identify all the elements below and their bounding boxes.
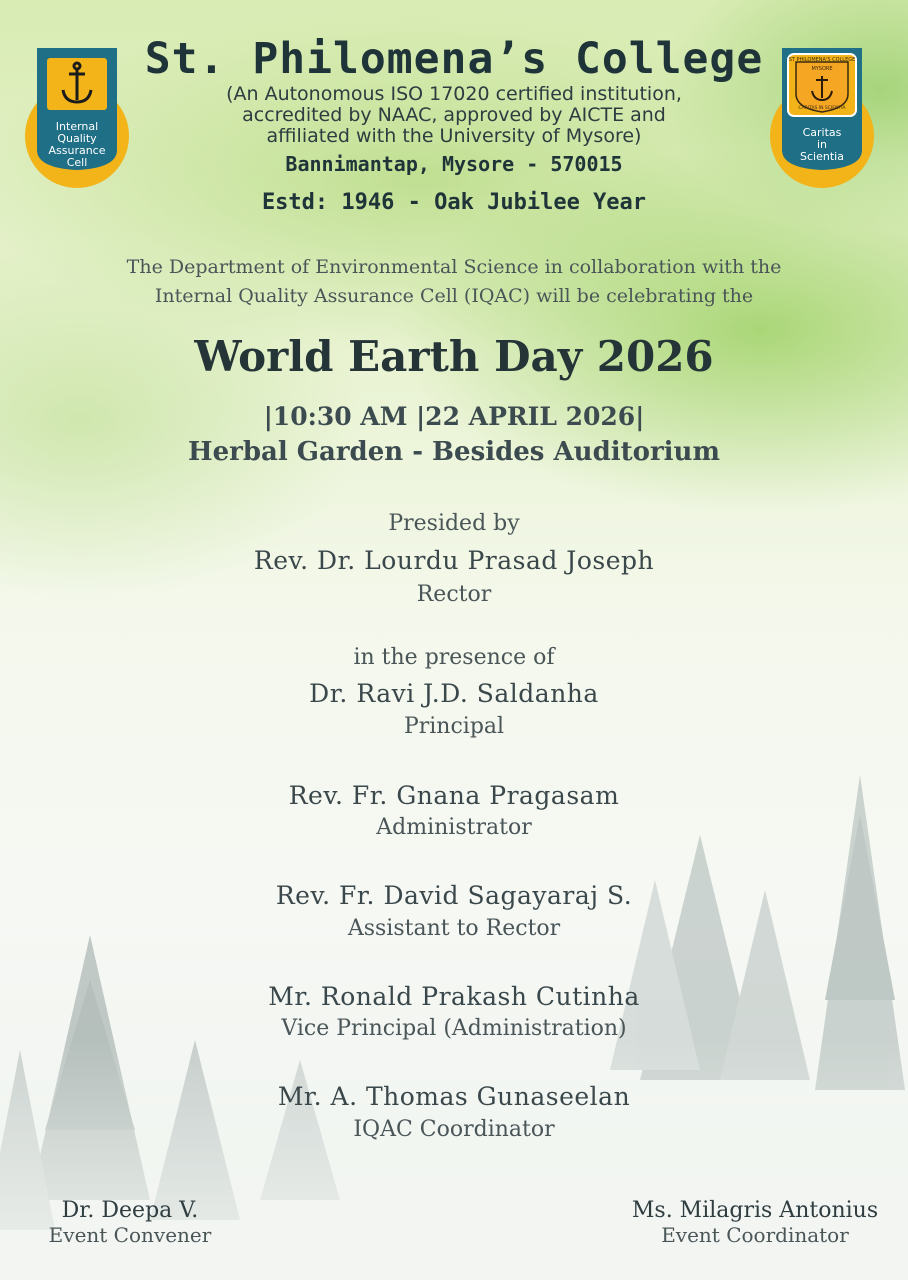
event-time-date: |10:30 AM |22 APRIL 2026| — [263, 402, 645, 431]
event-venue: Herbal Garden - Besides Auditorium — [188, 437, 720, 467]
iqac-logo-line1: Internal — [55, 120, 99, 133]
established-line: Estd: 1946 - Oak Jubilee Year — [261, 190, 647, 215]
college-name: St. Philomena’s College — [144, 34, 764, 84]
subtitle-line-2: accredited by NAAC, approved by AICTE and — [242, 104, 666, 126]
college-subtitle — [174, 84, 734, 147]
dignitary-name: Rev. Fr. Gnana Pragasam — [288, 781, 620, 810]
dignitary-role: IQAC Coordinator — [353, 1117, 555, 1142]
dignitary-role: Principal — [403, 714, 505, 739]
dignitary-role: Administrator — [376, 815, 532, 840]
intro-line-1: The Department of Environmental Science in collaboration with the — [126, 256, 782, 278]
college-address: Bannimantap, Mysore - 570015 — [285, 152, 623, 176]
presided-role: Rector — [416, 582, 492, 607]
convener-name: Dr. Deepa V. — [61, 1198, 199, 1223]
coordinator-role: Event Coordinator — [661, 1223, 849, 1247]
intro-line-2: Internal Quality Assurance Cell (IQAC) will be celebrating the — [154, 285, 754, 307]
event-title: World Earth Day 2026 — [194, 332, 714, 381]
crest-seal-top: ST PHILOMENA'S COLLEGE — [788, 57, 856, 63]
coordinator-name: Ms. Milagris Antonius — [631, 1198, 879, 1223]
coordinator-block — [618, 1198, 892, 1247]
convener-role: Event Convener — [48, 1223, 212, 1247]
intro-text — [104, 253, 804, 311]
dignitary-name: Mr. A. Thomas Gunaseelan — [277, 1082, 631, 1111]
dignitary-role: Vice Principal (Administration) — [281, 1016, 627, 1041]
dignitary-role: Assistant to Rector — [347, 916, 561, 941]
presence-label: in the presence of — [353, 645, 555, 670]
subtitle-line-3: affiliated with the University of Mysore) — [266, 125, 642, 147]
dignitary-name: Dr. Ravi J.D. Saldanha — [309, 679, 599, 708]
iqac-logo-line4: Cell — [66, 156, 88, 169]
crest-logo-line3: Scientia — [800, 150, 844, 163]
iqac-logo-line2: Quality — [57, 132, 97, 145]
dignitary-name: Mr. Ronald Prakash Cutinha — [268, 982, 640, 1011]
presided-label: Presided by — [388, 511, 520, 536]
crest-seal-bottom: CARITAS IN SCIENTIA — [798, 106, 846, 111]
subtitle-line-1: (An Autonomous ISO 17020 certified institution, — [226, 83, 682, 105]
convener-block — [20, 1198, 240, 1247]
presided-name: Rev. Dr. Lourdu Prasad Joseph — [253, 546, 655, 575]
crest-logo-line2: in — [816, 138, 828, 151]
iqac-logo-line3: Assurance — [48, 144, 106, 157]
dignitary-name: Rev. Fr. David Sagayaraj S. — [275, 881, 633, 910]
crest-logo-line1: Caritas — [802, 126, 842, 139]
crest-seal-sub: MYSORE — [811, 66, 833, 72]
